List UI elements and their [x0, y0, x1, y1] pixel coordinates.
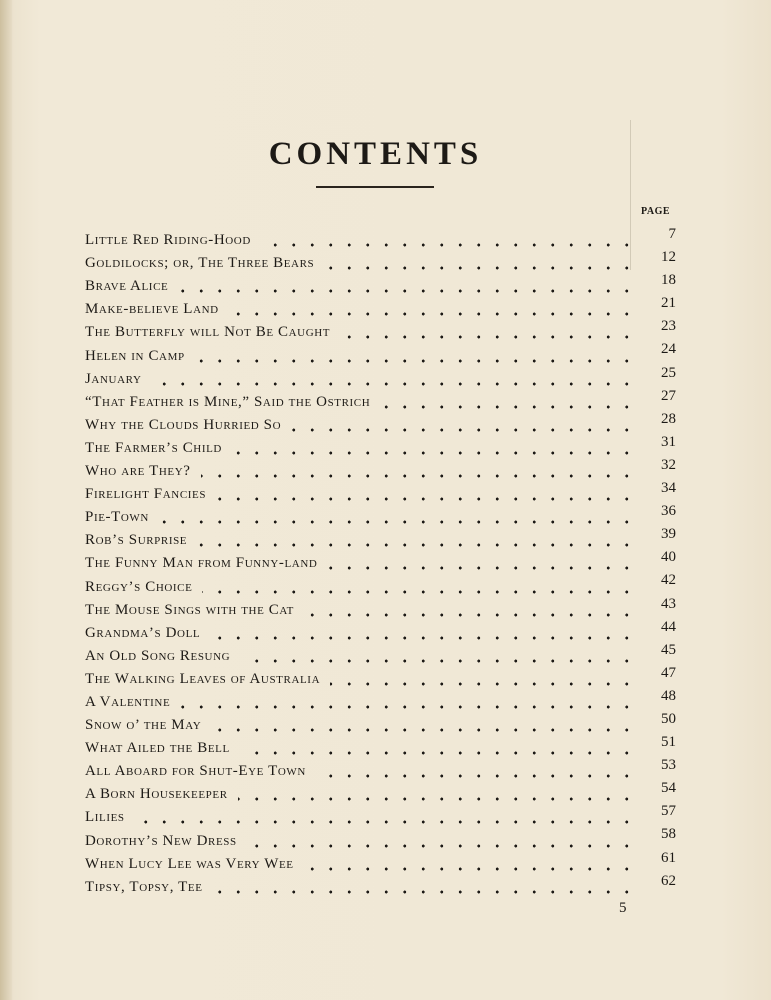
toc-entry-page: 23	[661, 318, 676, 335]
toc-entry-page: 25	[661, 364, 676, 381]
toc-entry-page: 51	[661, 734, 676, 751]
dot-leader	[240, 751, 636, 755]
dot-leader	[304, 867, 636, 871]
toc-entry	[85, 710, 680, 736]
dot-leader	[178, 289, 636, 293]
dot-leader	[201, 474, 636, 478]
toc-entry	[85, 297, 680, 320]
dot-leader	[159, 520, 636, 524]
toc-entry	[85, 595, 680, 621]
toc-entry	[85, 228, 680, 251]
toc-entry-page: 48	[661, 687, 676, 704]
toc-entry-title: “That Feather is Mine,” Said the Ostrich	[85, 393, 371, 410]
toc-entry-title: Goldilocks; or, The Three Bears	[85, 255, 315, 272]
toc-entry	[85, 687, 680, 713]
toc-entry-title: An Old Song Resung	[85, 647, 231, 664]
dot-leader	[291, 428, 636, 432]
toc-entry-title: Make-believe Land	[85, 301, 219, 318]
dot-leader	[304, 613, 636, 617]
toc-entry-title: January	[85, 370, 142, 387]
toc-entry-title: All Aboard for Shut-Eye Town	[85, 763, 306, 780]
toc-entry-page: 18	[661, 272, 676, 289]
contents-title: CONTENTS	[268, 136, 483, 173]
toc-entry	[85, 805, 680, 828]
toc-entry-page: 32	[661, 456, 676, 473]
toc-entry-title: The Butterfly will Not Be Caught	[85, 324, 331, 341]
toc-entry	[85, 274, 680, 297]
toc-entry	[85, 574, 680, 597]
dot-leader	[195, 359, 636, 363]
toc-entry-page: 42	[661, 572, 676, 589]
toc-entry-page: 36	[661, 503, 676, 520]
toc-entry	[85, 528, 680, 551]
toc-entry-title: Helen in Camp	[85, 347, 185, 364]
toc-entry-page: 44	[661, 618, 676, 635]
toc-entry-page: 50	[661, 710, 676, 727]
dot-leader	[316, 774, 636, 778]
page-number: 5	[619, 900, 627, 916]
toc-entry	[85, 482, 680, 505]
dot-leader	[330, 682, 636, 686]
toc-entry	[85, 736, 680, 759]
dot-leader	[197, 543, 636, 547]
toc-entry-title: Brave Alice	[85, 278, 169, 295]
toc-entry-title: Little Red Riding-Hood	[85, 232, 251, 249]
toc-entry-title: The Farmer’s Child	[85, 439, 222, 456]
toc-entry-page: 47	[661, 664, 676, 681]
toc-entry	[85, 759, 680, 782]
toc-entry	[85, 343, 680, 366]
toc-entry	[85, 387, 680, 413]
toc-entry-title: The Funny Man from Funny-land	[85, 555, 318, 572]
toc-entry-title: The Walking Leaves of Australia	[85, 670, 321, 687]
table-of-contents	[85, 228, 680, 898]
title-rule	[316, 186, 434, 188]
toc-entry-page: 24	[661, 341, 676, 358]
dot-leader	[180, 705, 636, 709]
toc-entry	[85, 664, 680, 690]
toc-entry	[85, 433, 680, 459]
toc-entry	[85, 456, 680, 482]
toc-entry-page: 39	[661, 526, 676, 543]
toc-entry-page: 12	[661, 249, 676, 266]
toc-entry-title: Snow o’ the May	[85, 717, 202, 734]
dot-leader	[202, 590, 636, 594]
toc-entry	[85, 410, 680, 436]
dot-leader	[216, 497, 636, 501]
toc-entry-title: The Mouse Sings with the Cat	[85, 601, 294, 618]
dot-leader	[238, 797, 636, 801]
toc-entry	[85, 320, 680, 343]
toc-entry-page: 57	[661, 803, 676, 820]
toc-entry-title: When Lucy Lee was Very Wee	[85, 855, 294, 872]
toc-entry-page: 40	[661, 549, 676, 566]
toc-entry-page: 45	[661, 641, 676, 658]
toc-entry-title: Grandma’s Doll	[85, 624, 201, 641]
dot-leader	[135, 820, 636, 824]
toc-entry	[85, 505, 680, 528]
dot-leader	[213, 890, 636, 894]
toc-entry-title: Pie-Town	[85, 509, 149, 526]
toc-entry-page: 58	[661, 826, 676, 843]
toc-entry	[85, 828, 680, 851]
toc-entry-title: Lilies	[85, 809, 125, 826]
toc-entry-page: 43	[661, 595, 676, 612]
page-column-label: PAGE	[641, 206, 671, 217]
toc-entry	[85, 551, 680, 574]
toc-entry-title: Tipsy, Topsy, Tee	[85, 878, 203, 895]
toc-entry	[85, 364, 680, 390]
toc-entry-page: 62	[661, 872, 676, 889]
dot-leader	[240, 659, 636, 663]
dot-leader	[229, 312, 636, 316]
dot-leader	[340, 335, 636, 339]
toc-entry-title: Who are They?	[85, 463, 191, 480]
dot-leader	[210, 636, 636, 640]
toc-entry	[85, 251, 680, 274]
toc-entry-page: 53	[661, 757, 676, 774]
toc-entry-title: Rob’s Surprise	[85, 532, 188, 549]
dot-leader	[152, 382, 636, 386]
toc-entry-title: A Born Housekeeper	[85, 786, 228, 803]
toc-entry-page: 61	[661, 849, 676, 866]
toc-entry-page: 31	[661, 433, 676, 450]
toc-entry-title: Why the Clouds Hurried So	[85, 416, 282, 433]
toc-entry	[85, 618, 680, 644]
toc-entry	[85, 849, 680, 875]
toc-entry-title: Reggy’s Choice	[85, 578, 193, 595]
toc-entry-title: What Ailed the Bell	[85, 740, 230, 757]
toc-entry	[85, 641, 680, 667]
dot-leader	[261, 243, 636, 247]
dot-leader	[232, 451, 636, 455]
toc-entry-page: 27	[661, 387, 676, 404]
dot-leader	[327, 566, 636, 570]
toc-entry-title: Firelight Fancies	[85, 486, 207, 503]
toc-entry	[85, 872, 680, 898]
toc-entry-page: 34	[661, 480, 676, 497]
toc-entry-title: Dorothy’s New Dress	[85, 832, 237, 849]
toc-entry-title: A Valentine	[85, 693, 171, 710]
toc-entry	[85, 782, 680, 805]
dot-leader	[380, 405, 636, 409]
toc-entry-page: 54	[661, 780, 676, 797]
dot-leader	[247, 844, 636, 848]
toc-entry-page: 21	[661, 295, 676, 312]
toc-entry-page: 7	[668, 226, 676, 242]
toc-entry-page: 28	[661, 410, 676, 427]
dot-leader	[211, 728, 636, 732]
dot-leader	[324, 266, 636, 270]
